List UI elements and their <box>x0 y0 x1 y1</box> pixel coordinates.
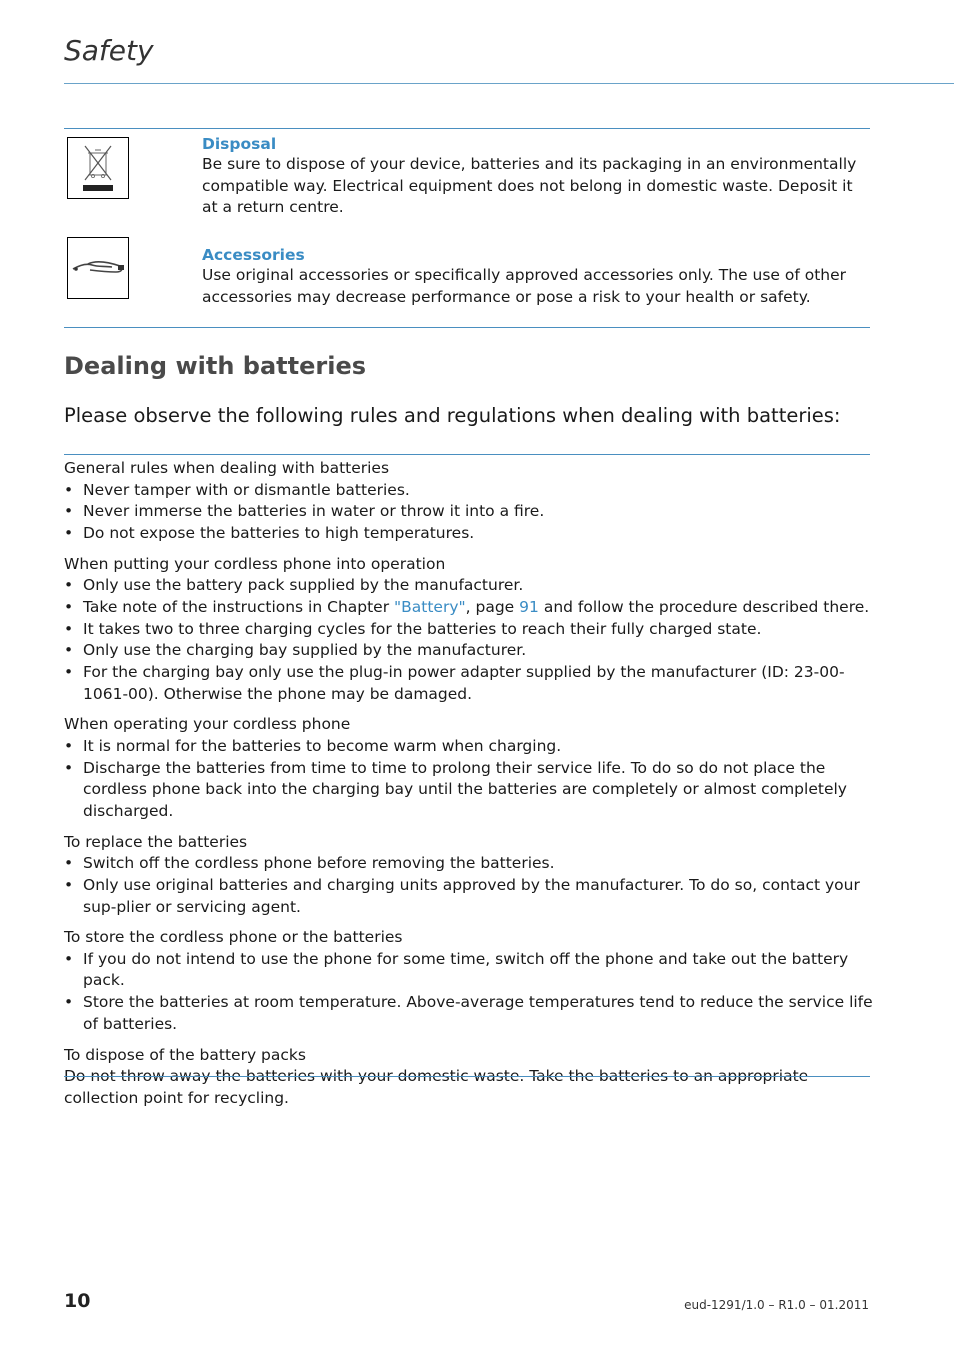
list-item: • Only use the charging bay supplied by the manufacturer. <box>64 640 874 662</box>
battery-chapter-link[interactable]: "Battery" <box>394 597 466 616</box>
accessories-heading: Accessories <box>202 246 305 264</box>
list-item: • Discharge the batteries from time to time to prolong their service life. To do so do not place the cordless phone back into the charging bay until the batteries are completely or almost completely discharged. <box>64 758 874 823</box>
list-item: • Only use the battery pack supplied by the manufacturer. <box>64 575 874 597</box>
header-divider <box>64 83 954 84</box>
list-item-text: , page <box>465 597 520 616</box>
page-number: 10 <box>64 1290 91 1312</box>
list-item-text: and follow the procedure described there. <box>538 597 870 616</box>
rules-group-store <box>64 927 874 1035</box>
group-title: When putting your cordless phone into operation <box>64 554 446 573</box>
rules-top-divider <box>64 454 870 455</box>
list-item: • It is normal for the batteries to become warm when charging. <box>64 736 874 758</box>
section-intro: Please observe the following rules and regulations when dealing with batteries: <box>64 404 841 427</box>
list-item: • Never immerse the batteries in water or throw it into a fire. <box>64 501 874 523</box>
page-header-title: Safety <box>64 34 154 67</box>
rules-group-general <box>64 458 874 545</box>
list-item: • Store the batteries at room temperature. Above-average temperatures tend to reduce the service life of batteries. <box>64 992 874 1035</box>
list-item: • It takes two to three charging cycles for the batteries to reach their fully charged state. <box>64 619 874 641</box>
notices-top-divider <box>64 128 870 129</box>
document-id: eud-1291/1.0 – R1.0 – 01.2011 <box>684 1298 869 1312</box>
list-item-text: Take note of the instructions in Chapter <box>83 597 395 616</box>
group-title: When operating your cordless phone <box>64 715 351 734</box>
section-title: Dealing with batteries <box>64 352 367 380</box>
list-item: • Never tamper with or dismantle batteries. <box>64 480 874 502</box>
group-title: To dispose of the battery packs <box>64 1045 306 1064</box>
list-item: • For the charging bay only use the plug-in power adapter supplied by the manufacturer (ID: 23-00-1061-00). Otherwise the phone may be damaged. <box>64 662 874 705</box>
rules-bottom-divider <box>64 1076 870 1077</box>
list-item: • Switch off the cordless phone before removing the batteries. <box>64 853 874 875</box>
rules-group-replace <box>64 832 874 919</box>
accessories-icon-frame <box>67 237 129 299</box>
disposal-heading: Disposal <box>202 135 277 153</box>
group-title: General rules when dealing with batteries <box>64 459 390 477</box>
accessories-text: Use original accessories or specifically approved accessories only. The use of other accessories may decrease performance or pose a risk to your health or safety. <box>202 266 847 306</box>
disposal-text: Be sure to dispose of your device, batteries and its packaging in an environmentally compatible way. Electrical equipment does not belong in domestic waste. Deposit it at a return centre. <box>202 155 857 216</box>
disposal-notice <box>202 134 862 219</box>
cable-icon <box>68 238 128 298</box>
list-item <box>64 597 874 619</box>
rules-group-operating <box>64 714 874 822</box>
crossed-bin-icon <box>68 138 128 198</box>
group-title: To store the cordless phone or the batteries <box>64 928 403 947</box>
notices-bottom-divider <box>64 327 870 328</box>
rules-group-operation <box>64 554 874 706</box>
list-item: • Only use original batteries and charging units approved by the manufacturer. To do so, contact your sup-plier or servicing agent. <box>64 875 874 918</box>
page-91-link[interactable]: 91 <box>519 597 539 616</box>
group-title: To replace the batteries <box>64 832 248 851</box>
dispose-text: Do not throw away the batteries with your domestic waste. Take the batteries to an appropriate collection point for recycling. <box>64 1067 809 1107</box>
accessories-notice <box>202 245 862 308</box>
battery-rules <box>64 458 874 1118</box>
list-item: • Do not expose the batteries to high temperatures. <box>64 523 874 545</box>
list-item: • If you do not intend to use the phone for some time, switch off the phone and take out the battery pack. <box>64 949 874 992</box>
disposal-icon-frame <box>67 137 129 199</box>
